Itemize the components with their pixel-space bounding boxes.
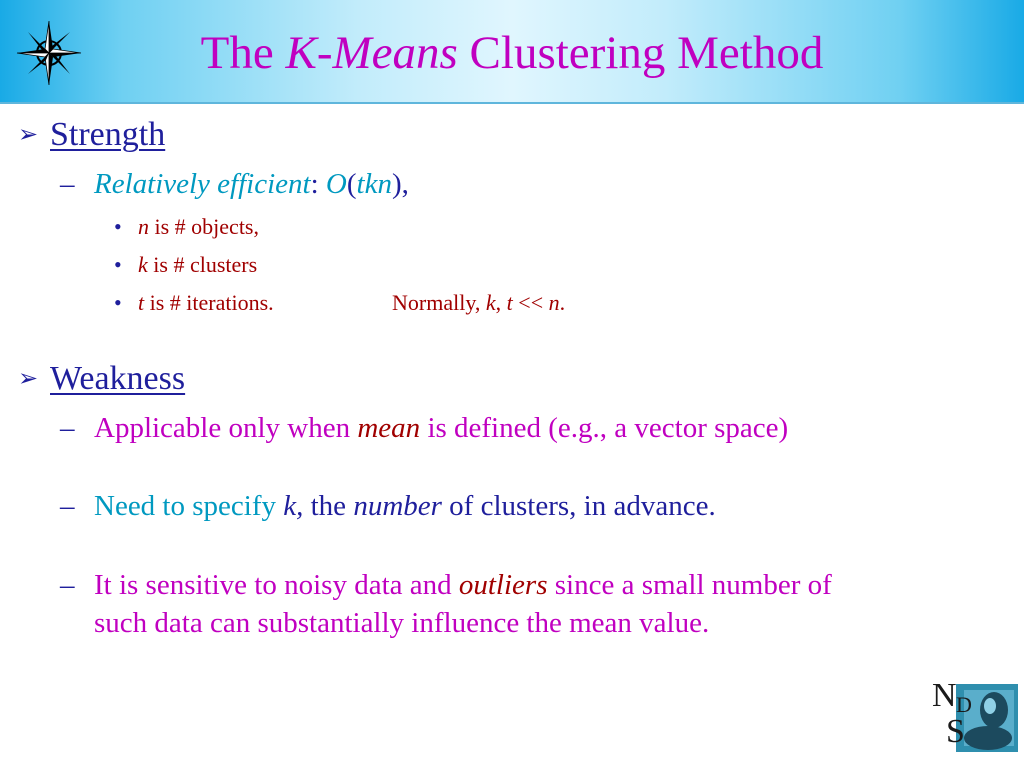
weakness-item-outliers: – It is sensitive to noisy data and outliers since a small number of [60,569,832,601]
dash-bullet-icon: – [60,490,75,522]
svg-text:N: N [932,677,957,714]
title-banner [0,0,1024,104]
bullet-t-iterations: • t is # iterations. [114,290,274,315]
arrow-bullet-icon: ➢ [18,122,39,148]
weakness-item-outliers-line2: such data can substantially influence the mean value. [94,607,710,639]
dash-bullet-icon: – [60,168,75,200]
weakness-item-specify-k: – Need to specify k, the number of clusters, in advance. [60,490,716,522]
slide-title: The K-Means Clustering Method [200,27,824,79]
dot-bullet-icon: • [114,214,122,239]
arrow-bullet-icon: ➢ [18,366,39,392]
svg-text:D: D [956,692,972,717]
dash-bullet-icon: – [60,569,75,601]
dash-bullet-icon: – [60,412,75,444]
strength-sub-efficient: – Relatively efficient: O(tkn), [60,168,409,200]
dot-bullet-icon: • [114,290,122,315]
svg-text:S: S [946,713,965,750]
bullet-n-objects: • n is # objects, [114,214,259,239]
bullet-k-clusters: • k is # clusters [114,252,258,277]
note-normally: Normally, k, t << n. [392,290,566,315]
strength-heading: ➢ Strength [18,116,166,153]
weakness-heading: ➢ Weakness [18,360,186,397]
dot-bullet-icon: • [114,252,122,277]
weakness-item-mean: – Applicable only when mean is defined (e.g., a vector space) [60,412,789,444]
nds-logo [930,676,1020,758]
